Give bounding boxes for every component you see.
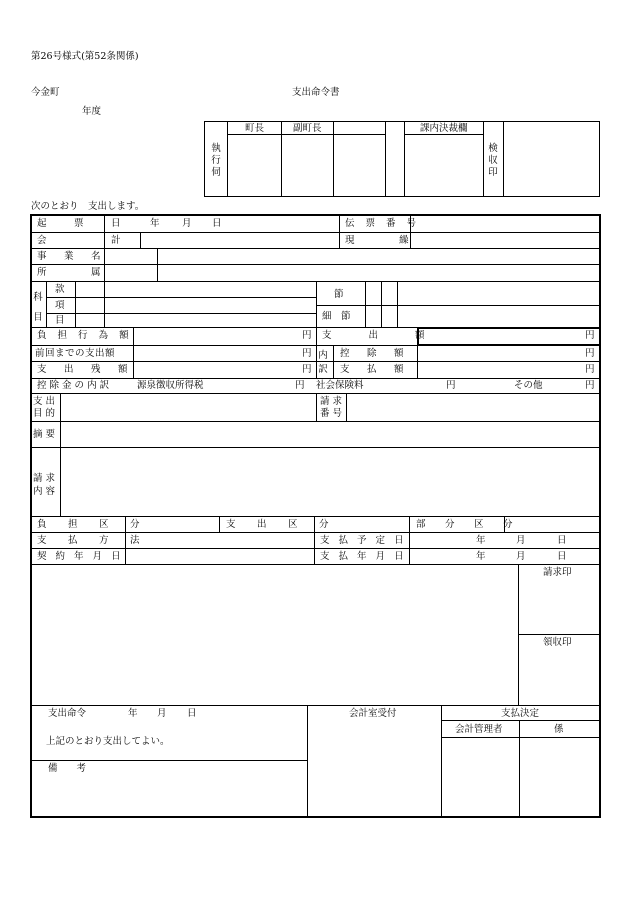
issue-date-label: 起 票 日: [37, 218, 130, 229]
document-title: 支出命令書: [292, 87, 340, 98]
order-month: 月: [157, 708, 167, 719]
prior-expense-label: 前回までの支出額: [35, 348, 116, 359]
withholding-tax-label: 源泉徴収所得税: [137, 380, 204, 391]
scheduled-year: 年: [476, 535, 486, 546]
issue-date-day: 日: [212, 218, 222, 229]
accounting-manager-label: 会計管理者: [455, 724, 503, 735]
current-fy-label: 現 繰: [345, 235, 413, 246]
social-insurance-label: 社会保険料: [316, 380, 364, 391]
intro-text: 次のとおり 支出します。: [31, 201, 145, 212]
deduction-amount-label: 控 除 額: [340, 348, 408, 359]
other-label: その他: [514, 380, 543, 391]
claim-number-label: 請 求 番 号: [320, 396, 343, 419]
issue-date-year: 年: [150, 218, 160, 229]
payment-amount-label: 支 払 額: [340, 364, 408, 375]
payment-method-label: 支 払 方 法: [37, 535, 146, 546]
scheduled-day: 日: [557, 535, 567, 546]
scheduled-month: 月: [516, 535, 526, 546]
slip-number-label: 伝 票 番 号: [345, 218, 421, 229]
contract-date-label: 契 約 年 月 日: [37, 551, 124, 562]
claim-content-label: 請 求 内 容: [33, 473, 56, 498]
withholding-yen: 円: [295, 380, 305, 391]
breakdown-label: 内 訳: [318, 350, 328, 375]
remaining-label: 支 出 残 額: [37, 364, 132, 375]
form-number: 第26号様式(第52条関係): [31, 51, 139, 62]
moku-label: 目: [55, 315, 65, 326]
clerk-label: 係: [554, 724, 564, 735]
commitment-label: 負 担 行 為 額: [37, 330, 133, 341]
social-insurance-yen: 円: [446, 380, 456, 391]
commitment-yen: 円: [302, 330, 312, 341]
order-year: 年: [128, 708, 138, 719]
section-approval-label: 課内決裁欄: [420, 123, 468, 134]
expense-order-label: 支出命令: [48, 708, 87, 719]
inspection-seal-label: 検 収 印: [488, 143, 498, 178]
fiscal-year-label: 年度: [82, 106, 102, 117]
setsu-label: 節: [334, 289, 344, 300]
kan-label: 款: [55, 284, 65, 295]
expense-yen: 円: [585, 330, 595, 341]
deputy-mayor-label: 副町長: [293, 123, 322, 134]
expense-amount-cell: [417, 327, 601, 346]
burden-class-label: 負 担 区 分: [37, 519, 146, 530]
payment-date-year: 年: [476, 551, 486, 562]
dept-class-label: 部 分 区 分: [416, 519, 518, 530]
execution-inquiry-label: 執 行 伺: [211, 143, 221, 178]
approve-text: 上記のとおり支出してよい。: [46, 736, 170, 747]
project-name-label: 事 業 名: [37, 251, 105, 262]
summary-label: 摘 要: [33, 429, 56, 440]
remarks-label: 備 考: [48, 763, 87, 774]
deduction-yen: 円: [585, 348, 595, 359]
order-day: 日: [187, 708, 197, 719]
issue-date-month: 月: [182, 218, 192, 229]
remaining-yen: 円: [302, 364, 312, 375]
town-name: 今金町: [31, 87, 60, 98]
kou-label: 項: [55, 300, 65, 311]
expense-class-label: 支 出 区 分: [226, 519, 335, 530]
payment-date-day: 日: [557, 551, 567, 562]
saisetsu-label: 細 節: [322, 311, 351, 322]
account-label: 科 目: [33, 292, 43, 323]
expense-decision-label: 支払決定: [501, 708, 540, 719]
receipt-seal-label: 領収印: [543, 637, 572, 648]
payment-date-month: 月: [516, 551, 526, 562]
department-label: 所 属: [37, 267, 105, 278]
scheduled-payment-label: 支 払 予 定 日: [320, 535, 407, 546]
mayor-label: 町長: [245, 123, 265, 134]
prior-expense-yen: 円: [302, 348, 312, 359]
deduction-breakdown-label: 控 除 金 の 内 訳: [37, 380, 110, 391]
other-yen: 円: [585, 380, 595, 391]
payment-date-label: 支 払 年 月 日: [320, 551, 407, 562]
accounting-received-label: 会計室受付: [349, 708, 397, 719]
payment-yen: 円: [585, 364, 595, 375]
payee-label: 支 出 目 的: [33, 396, 56, 419]
accounting-label: 会 計: [37, 235, 130, 246]
claim-seal-label: 請求印: [543, 567, 572, 578]
expense-amount-label: 支 出 額: [322, 330, 431, 341]
